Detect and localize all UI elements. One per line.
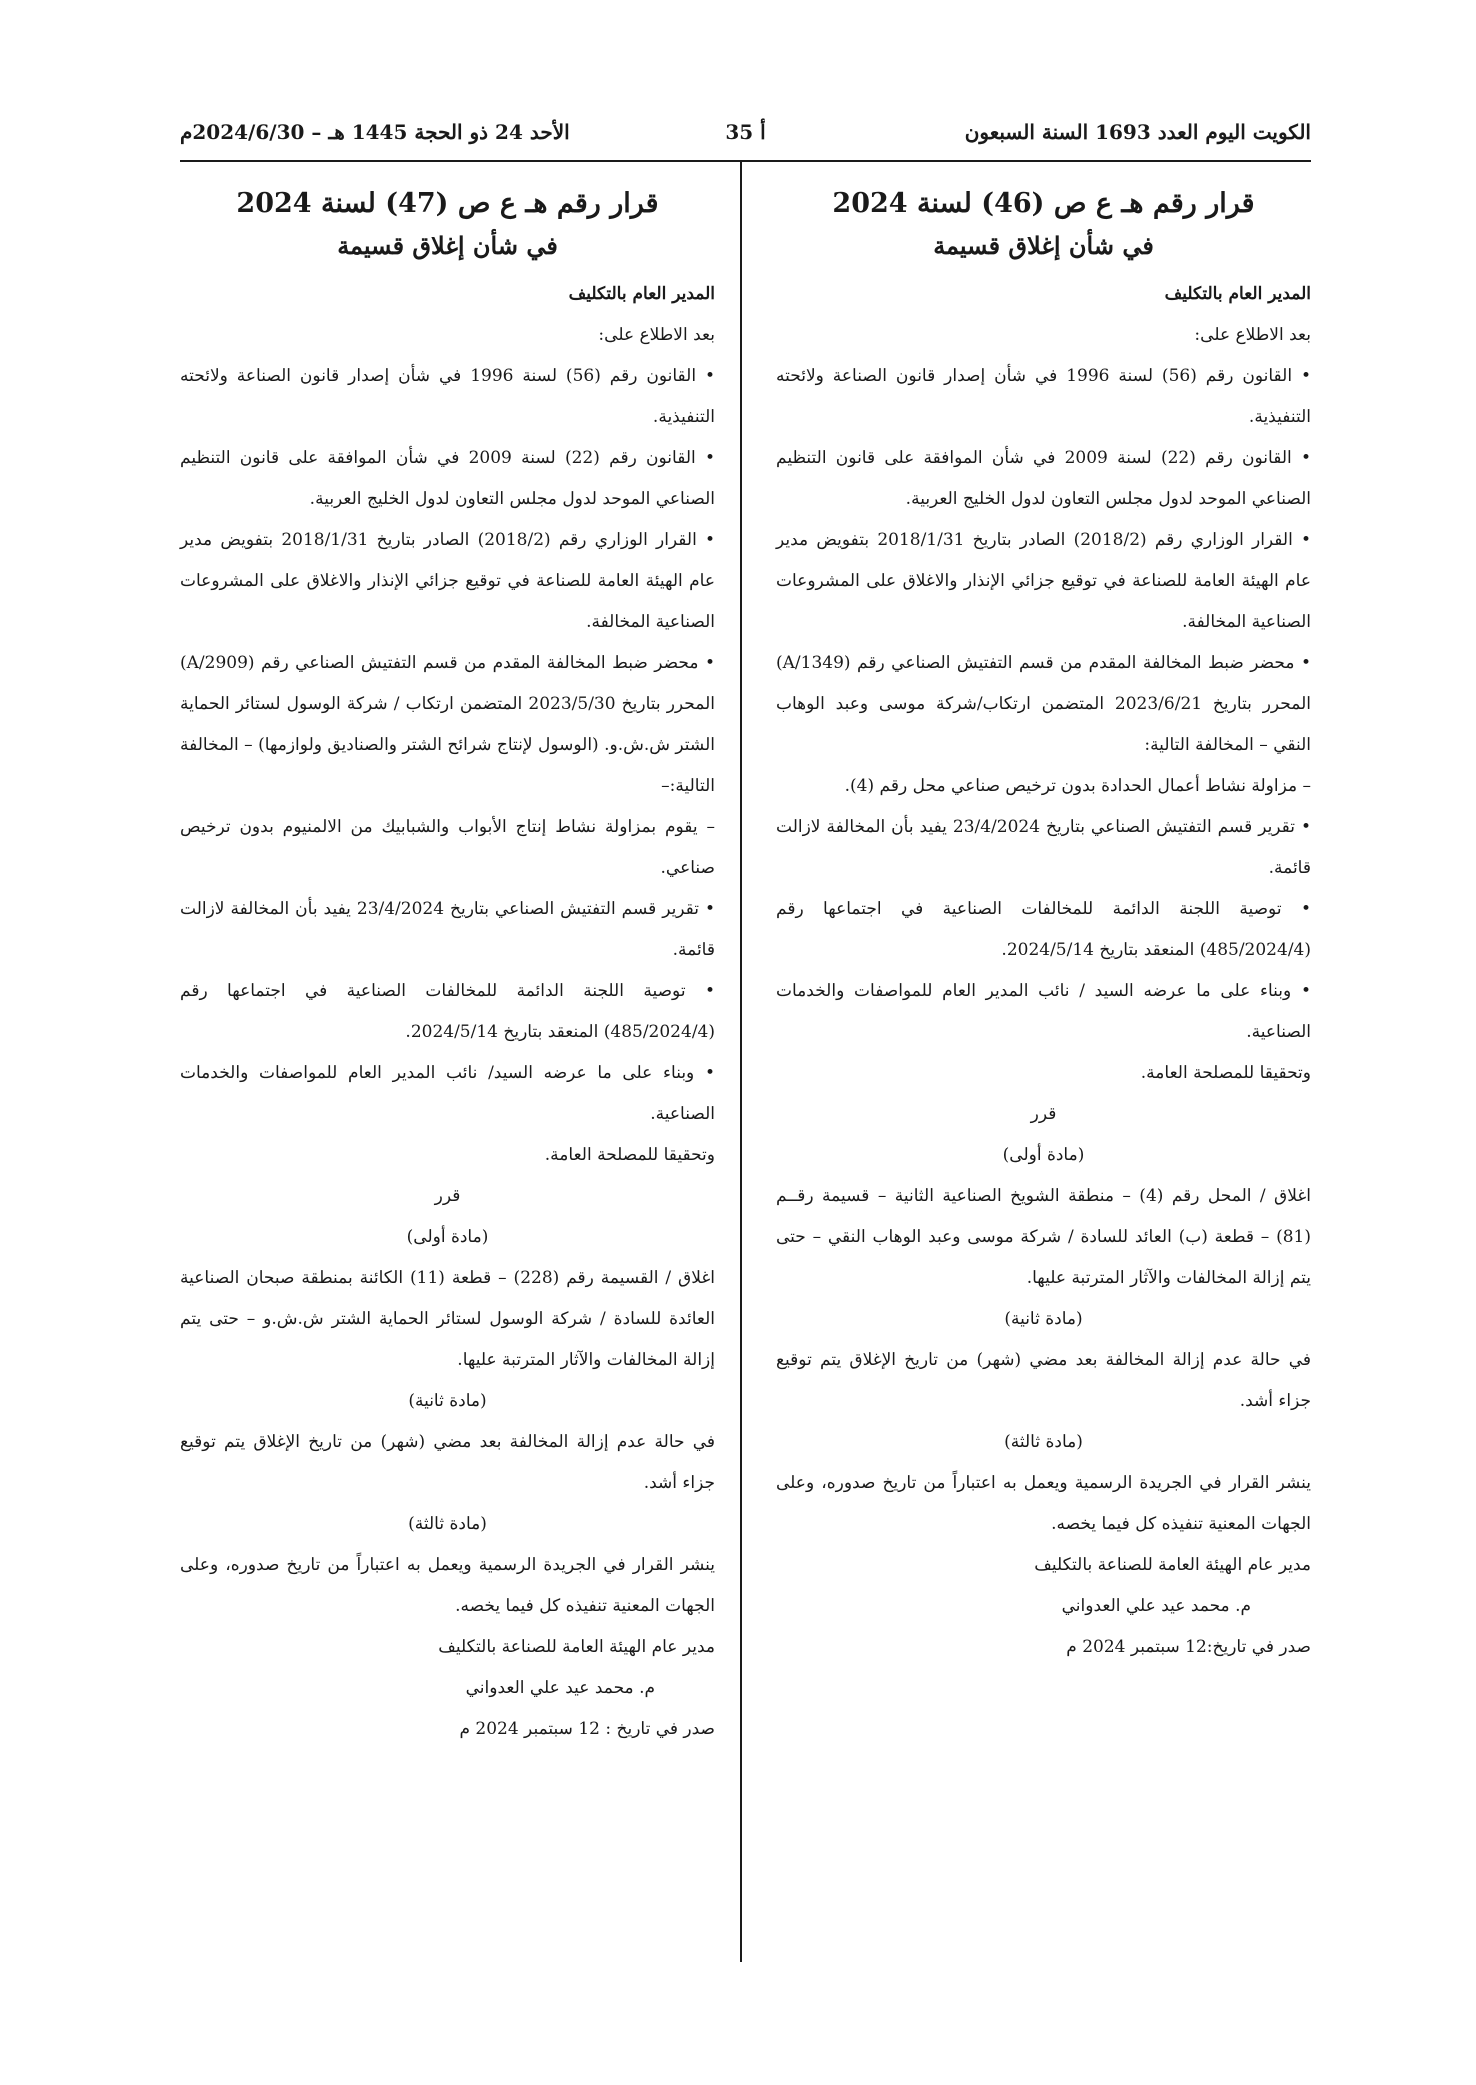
decision-title: قرار رقم هـ ع ص (47) لسنة 2024 [236,188,659,219]
article-text: اغلاق / القسيمة رقم (228) – قطعة (11) الكائنة بمنطقة صبحان الصناعية العائدة للسادة / شركة الوسول لستائر الحماية الشتر ش.ش.و – حتى يتم إزالة المخالفات والآثار المترتبة عليها. [180,1268,715,1370]
recital-item: • القرار الوزاري رقم (2018/2) الصادر بتاريخ 2018/1/31 بتفويض مدير عام الهيئة العامة للصناعة في توقيع جزائي الإنذار والاغلاق على المشروعات الصناعية المخالفة. [776,530,1312,632]
issue-date: صدر في تاريخ:12 سبتمبر 2024 م [1066,1637,1311,1657]
article-text: في حالة عدم إزالة المخالفة بعد مضي (شهر) من تاريخ الإغلاق يتم توقيع جزاء أشد. [776,1350,1311,1411]
recital-item: • توصية اللجنة الدائمة للمخالفات الصناعية في اجتماعها رقم (485/2024/4) المنعقد بتاريخ 2024/5/14. [180,981,715,1042]
signature-name: م. محمد عيد علي العدواني [1061,1596,1251,1616]
recital-item: – يقوم بمزاولة نشاط إنتاج الأبواب والشبابيك من الالمنيوم بدون ترخيص صناعي. [180,817,715,878]
page-number: أ 35 [725,120,766,144]
recital-item: • القرار الوزاري رقم (2018/2) الصادر بتاريخ 2018/1/31 بتفويض مدير عام الهيئة العامة للصناعة في توقيع جزائي الإنذار والاغلاق على المشروعات الصناعية المخالفة. [180,530,716,632]
recital-item: • وبناء على ما عرضه السيد / نائب المدير العام للمواصفات والخدمات الصناعية. [776,981,1311,1042]
recital-item: • وبناء على ما عرضه السيد/ نائب المدير العام للمواصفات والخدمات الصناعية. [180,1063,715,1124]
article-heading: (مادة ثانية) [408,1391,487,1411]
preamble: بعد الاطلاع على: [1194,325,1311,345]
recital-item: • توصية اللجنة الدائمة للمخالفات الصناعية في اجتماعها رقم (485/2024/4) المنعقد بتاريخ 2024/5/14. [776,899,1311,960]
issue-date: صدر في تاريخ : 12 سبتمبر 2024 م [459,1719,715,1739]
decision-46 [776,172,1311,1668]
decision-title: قرار رقم هـ ع ص (46) لسنة 2024 [832,188,1255,219]
signature-title: مدير عام الهيئة العامة للصناعة بالتكليف [1034,1555,1311,1575]
decided-label: قرر [1030,1104,1057,1124]
article-text: اغلاق / المحل رقم (4) – منطقة الشويخ الصناعية الثانية – قسيمة رقــم (81) – قطعة (ب) العائد للسادة / شركة موسى وعبد الوهاب النقي – حتى يتم إزالة المخالفات والآثار المترتبة عليها. [776,1186,1311,1288]
page-header [180,120,1311,150]
article-text: ينشر القرار في الجريدة الرسمية ويعمل به اعتباراً من تاريخ صدوره، وعلى الجهات المعنية تنفيذه كل فيما يخصه. [180,1555,715,1616]
recital-item: • تقرير قسم التفتيش الصناعي بتاريخ 23/4/2024 يفيد بأن المخالفة لازالت قائمة. [180,899,715,960]
recital-item: • محضر ضبط المخالفة المقدم من قسم التفتيش الصناعي رقم (A/2909) المحرر بتاريخ 2023/5/30 المتضمن ارتكاب / شركة الوسول لستائر الحماية الشتر ش.ش.و. (الوسول لإنتاج شرائح الشتر والصناديق ولوازمها) – المخالفة التالية:– [180,653,715,796]
recital-item: • القانون رقم (22) لسنة 2009 في شأن الموافقة على قانون التنظيم الصناعي الموحد لدول مجلس التعاون لدول الخليج العربية. [180,448,715,509]
header-divider [180,160,1311,162]
director-label: المدير العام بالتكليف [568,284,715,304]
recital-item: • محضر ضبط المخالفة المقدم من قسم التفتيش الصناعي رقم (A/1349) المحرر بتاريخ 2023/6/21 المتضمن ارتكاب/شركة موسى وعبد الوهاب النقي – المخالفة التالية: [776,653,1312,755]
article-text: ينشر القرار في الجريدة الرسمية ويعمل به اعتباراً من تاريخ صدوره، وعلى الجهات المعنية تنفيذه كل فيما يخصه. [776,1473,1311,1534]
article-text: في حالة عدم إزالة المخالفة بعد مضي (شهر) من تاريخ الإغلاق يتم توقيع جزاء أشد. [180,1432,715,1493]
signature-name: م. محمد عيد علي العدواني [465,1678,655,1698]
recital-item: وتحقيقا للمصلحة العامة. [1140,1063,1311,1083]
preamble: بعد الاطلاع على: [598,325,715,345]
recital-item: • القانون رقم (56) لسنة 1996 في شأن إصدار قانون الصناعة ولائحته التنفيذية. [776,366,1311,427]
gazette-date: الأحد 24 ذو الحجة 1445 هـ – 2024/6/30م [180,120,570,144]
decision-subtitle: في شأن إغلاق قسيمة [337,231,558,260]
recital-item: – مزاولة نشاط أعمال الحدادة بدون ترخيص صناعي محل رقم (4). [844,776,1311,796]
article-heading: (مادة أولى) [406,1227,489,1247]
decision-subtitle: في شأن إغلاق قسيمة [933,231,1154,260]
article-heading: (مادة أولى) [1002,1145,1085,1165]
article-heading: (مادة ثالثة) [1004,1432,1083,1452]
signature-title: مدير عام الهيئة العامة للصناعة بالتكليف [438,1637,715,1657]
recital-item: • القانون رقم (22) لسنة 2009 في شأن الموافقة على قانون التنظيم الصناعي الموحد لدول مجلس التعاون لدول الخليج العربية. [776,448,1311,509]
decided-label: قرر [434,1186,461,1206]
recital-item: وتحقيقا للمصلحة العامة. [544,1145,715,1165]
article-heading: (مادة ثالثة) [408,1514,487,1534]
column-divider [740,162,742,1962]
recital-item: • القانون رقم (56) لسنة 1996 في شأن إصدار قانون الصناعة ولائحته التنفيذية. [180,366,715,427]
director-label: المدير العام بالتكليف [1164,284,1311,304]
decision-47 [180,172,715,1750]
recital-item: • تقرير قسم التفتيش الصناعي بتاريخ 23/4/2024 يفيد بأن المخالفة لازالت قائمة. [776,817,1311,878]
gazette-issue-info: الكويت اليوم العدد 1693 السنة السبعون [964,120,1311,144]
article-heading: (مادة ثانية) [1004,1309,1083,1329]
